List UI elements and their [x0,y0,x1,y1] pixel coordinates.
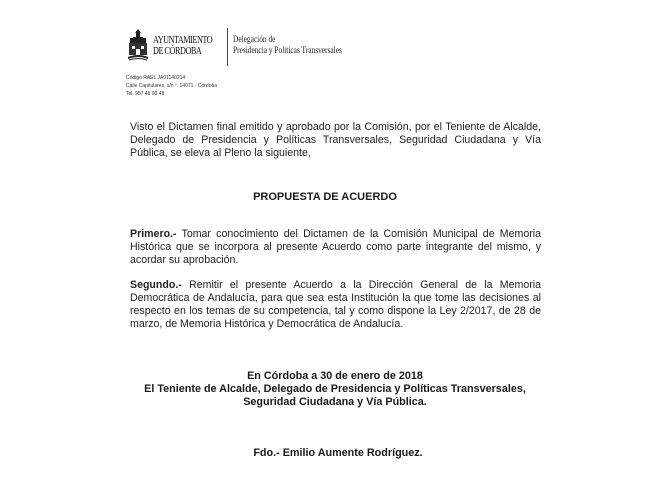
item-text: Remitir el presente Acuerdo a la Dirección General de la Memoria Democrática de Andalucía, para que sea esta Institución la que tome las decisiones al respecto en los temas de su competencia, tal y como dispone la Ley 2/2017, de 28 de marzo, de Memoria Histórica y Democrática de Andalucía. [130,279,541,330]
item-text: Tomar conocimiento del Dictamen de la Comisión Municipal de Memoria Histórica que se incorpora al presente Acuerdo como parte integrante del mismo, y acordar su aprobación. [130,228,541,266]
agreement-item-first [130,228,541,267]
closing-date: En Córdoba a 30 de enero de 2018 [247,370,423,382]
address-phone: Tel. 957 49 99 48 [126,91,165,97]
department-line2: Presidencia y Políticas Transversales [233,45,342,55]
closing-block [0,370,650,409]
document-title: PROPUESTA DE ACUERDO [253,191,397,203]
address-block [126,74,217,98]
org-name [153,35,217,57]
org-name-line1: AYUNTAMIENTO [153,35,213,46]
department-name [233,34,342,56]
city-crest-icon [126,29,150,63]
org-name-line2: DE CÓRDOBA [153,46,202,57]
item-lead: Primero.- [130,228,177,240]
address-code: Código RAEL JA01140214 [126,75,186,81]
item-lead: Segundo.- [130,279,182,291]
department-line1: Delegación de [233,34,276,44]
address-street: Calle Capitulares, s/n º. 14071 - Córdoba [126,83,218,89]
closing-role: El Teniente de Alcalde, Delegado de Presidencia y Políticas Transversales, [144,383,526,395]
closing-role-cont: Seguridad Ciudadana y Vía Pública. [243,396,427,408]
intro-paragraph: Visto el Dictamen final emitido y aprobado por la Comisión, por el Teniente de Alcalde, Delegado de Presidencia y Políticas Transversales, Seguridad Ciudadana y Vía Pública, se eleva al Pleno la siguiente, [130,121,541,159]
letterhead [126,28,366,66]
agreement-item-second [130,279,541,331]
header-divider [227,28,228,66]
signature: Fdo.- Emilio Aumente Rodríguez. [253,447,423,459]
city-logo [126,28,235,64]
